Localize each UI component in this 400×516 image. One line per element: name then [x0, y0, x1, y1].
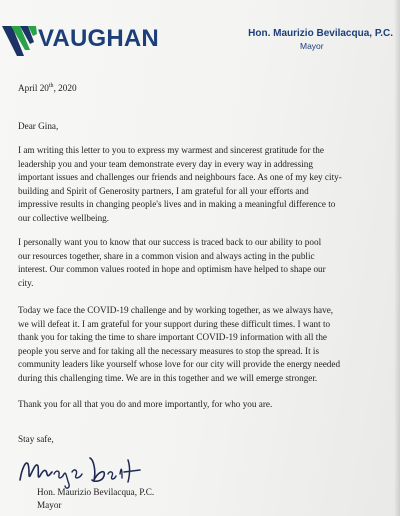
letter-date	[18, 82, 390, 96]
paragraph-line: impressive results in changing people's lives and in making a meaningful difference to	[18, 199, 336, 210]
letterhead-mayor-title: Mayor	[300, 41, 324, 51]
paragraph-1	[18, 144, 390, 226]
paragraph-line: we will defeat it. I am grateful for your support during these difficult times. I want to	[18, 318, 331, 329]
paragraph-line: important issues and challenges our friends and neighbours face. As one of my key city-	[18, 172, 342, 183]
signer-name: Hon. Maurizio Bevilacqua, P.C.	[37, 487, 155, 497]
closing: Stay safe,	[18, 434, 54, 444]
signer-title: Mayor	[37, 500, 62, 510]
paragraph-line: city.	[18, 277, 34, 288]
date-day: April 20	[18, 83, 49, 93]
paragraph-line: building and Spirit of Generosity partners, I am grateful for all your efforts and	[18, 185, 309, 196]
page-edge-shadow	[394, 0, 400, 516]
date-ordinal: th	[48, 82, 54, 89]
paragraph-line: leadership you and your team demonstrate every day in every way in addressing	[18, 158, 313, 169]
paragraph-line: our collective wellbeing.	[18, 212, 110, 223]
paragraph-3	[18, 304, 390, 386]
paragraph-line: I personally want you to know that our success is traced back to our ability to pool	[18, 237, 322, 247]
date-year: , 2020	[53, 83, 77, 93]
paragraph-line: people you serve and for taking all the necessary measures to stop the spread. It is	[18, 345, 320, 356]
paragraph-line: Thank you for all that you do and more importantly, for who you are.	[18, 399, 273, 409]
paragraph-line: during this challenging time. We are in this together and we will emerge stronger.	[18, 372, 318, 383]
paragraph-line: thank you for taking the time to share important COVID-19 information with all the	[18, 332, 327, 343]
paragraph-line: community leaders like yourself whose love for our city will provide the energy needed	[18, 359, 341, 370]
logo-wordmark: VAUGHAN	[38, 25, 159, 52]
paragraph-line: our resources together, share in a common vision and always acting in the public	[18, 250, 315, 261]
paragraph-4	[18, 398, 390, 412]
paragraph-line: Today we face the COVID-19 challenge and by working together, as we always have,	[18, 305, 334, 315]
salutation: Dear Gina,	[18, 121, 59, 131]
paragraph-2	[18, 236, 390, 290]
paragraph-line: interest. Our common values rooted in hope and optimism have helped to shape our	[18, 264, 326, 275]
letterhead-mayor-name: Hon. Maurizio Bevilacqua, P.C.	[248, 28, 393, 39]
paragraph-line: I am writing this letter to you to express my warmest and sincerest gratitude for the	[18, 145, 324, 155]
